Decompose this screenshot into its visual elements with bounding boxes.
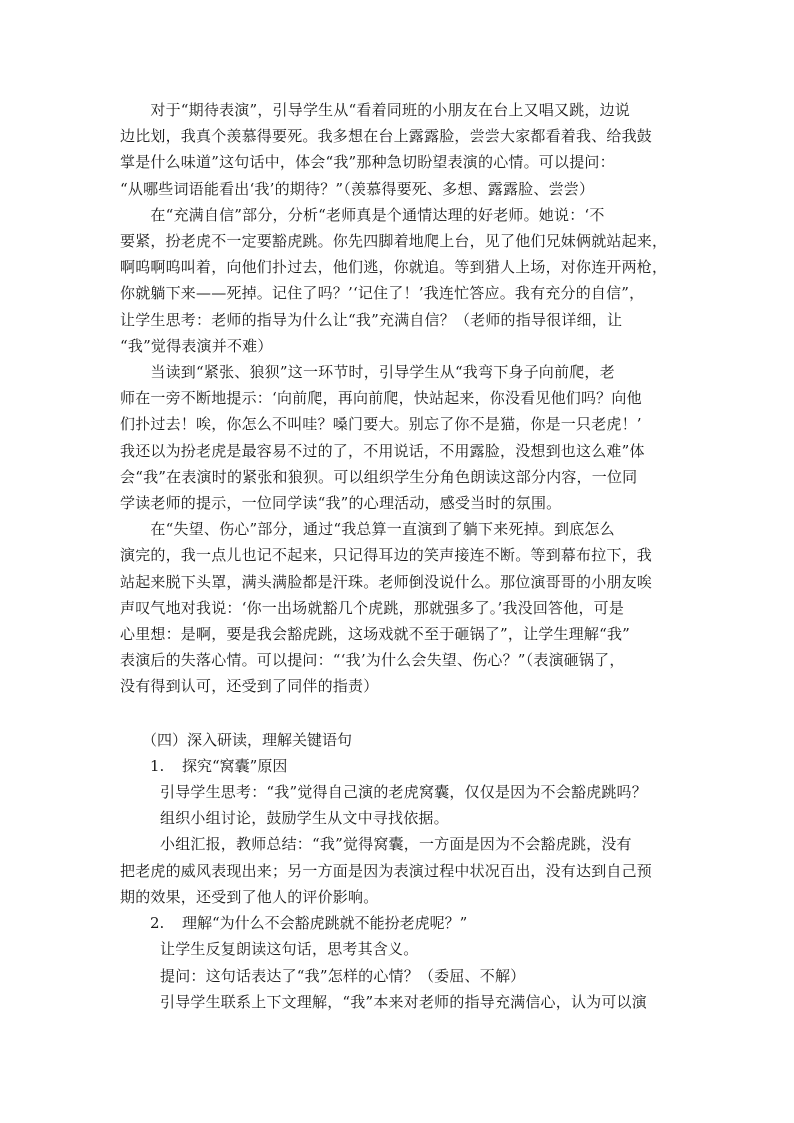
text-line: 啊呜啊呜叫着，向他们扑过去，他们逃，你就追。等到猎人上场，对你连开两枪， (120, 258, 668, 277)
text-line: 让学生思考：老师的指导为什么让“我”充满自信？（老师的指导很详细，让 (120, 310, 623, 329)
paragraph-nervous (120, 359, 680, 516)
paragraph-disappointed (120, 516, 680, 699)
text-line: 边比划，我真个羡慕得要死。我多想在台上露露脸，尝尝大家都看着我、给我鼓 (120, 127, 653, 146)
text-line: 对于“期待表演”，引导学生从“看着同班的小朋友在台上又唱又跳，边说 (120, 101, 631, 119)
text-line: 当读到“紧张、狼狈”这一环节时，引导学生从“我弯下身子向前爬，老 (120, 363, 615, 382)
document-page (120, 97, 680, 1015)
item-title: 理解“为什么不会豁虎跳就不能扮老虎呢？” (182, 914, 468, 933)
text-line: 在“失望、伤心”部分，通过“我总算一直演到了躺下来死掉。到底怎么 (120, 520, 615, 539)
text-line: 引导学生思考：“我”觉得自己演的老虎窝囊，仅仅是因为不会豁虎跳吗？ (160, 783, 647, 802)
text-line: 站起来脱下头罩，满头满脸都是汗珠。老师倒没说什么。那位演哥哥的小朋友唉 (120, 572, 653, 591)
item-summary-1 (120, 831, 680, 910)
item-body-2 (120, 936, 680, 1015)
text-line: 把老虎的威风表现出来；另一方面是因为表演过程中状况百出，没有达到自己预 (120, 861, 653, 880)
text-line: “从哪些词语能看出‘我’的期待？”（羡慕得要死、多想、露露脸、尝尝） (120, 179, 595, 198)
text-line: 组织小组讨论，鼓励学生从文中寻找依据。 (160, 809, 449, 828)
text-line: 掌是什么味道”这句话中，体会“我”那种急切盼望表演的心情。可以提问： (120, 153, 615, 172)
section-heading: （四）深入研读，理解关键语句 (142, 730, 353, 749)
text-line: 心里想：是啊，要是我会豁虎跳，这场戏就不至于砸锅了”，让学生理解“我” (120, 625, 631, 644)
text-line: 演完的，我一点儿也记不起来，只记得耳边的笑声接连不断。等到幕布拉下，我 (120, 546, 653, 565)
text-line: 学读老师的提示，一位同学读“我”的心理活动，感受当时的氛围。 (120, 494, 562, 513)
text-line: 要紧，扮老虎不一定要豁虎跳。你先四脚着地爬上台，见了他们兄妹俩就站起来， (120, 232, 668, 251)
item-number: 1. (150, 756, 165, 775)
text-line: 没有得到认可，还受到了同伴的指责） (120, 677, 379, 696)
text-line: 们扑过去！唉，你怎么不叫哇？嗓门要大。别忘了你不是猫，你是一只老虎！’ (120, 415, 642, 434)
text-line: 提问：这句话表达了“我”怎样的心情？（委屈、不解） (160, 966, 526, 985)
item-heading-1 (120, 753, 680, 779)
text-line: 在“充满自信”部分，分析“老师真是个通情达理的好老师。她说：‘不 (120, 205, 605, 224)
paragraph-confidence (120, 202, 680, 359)
text-line: 期的效果，还受到了他人的评价影响。 (120, 887, 379, 906)
item-title: 探究“窝囊”原因 (182, 756, 288, 775)
text-line: 让学生反复朗读这句话，思考其含义。 (160, 940, 419, 959)
text-line: 引导学生联系上下文理解，“我”本来对老师的指导充满信心，认为可以演 (160, 992, 647, 1011)
blank-line (120, 700, 680, 727)
text-line: 我还以为扮老虎是最容易不过的了，不用说话，不用露脸，没想到也这么难”体 (120, 441, 645, 460)
text-line: 小组汇报，教师总结：“我”觉得窝囊，一方面是因为不会豁虎跳，没有 (160, 835, 632, 854)
item-heading-2 (120, 910, 680, 936)
item-number: 2. (150, 914, 165, 933)
text-line: 师在一旁不断地提示：‘向前爬，再向前爬，快站起来，你没看见他们吗？向他 (120, 389, 642, 408)
text-line: 表演后的失落心情。可以提问：“‘我’为什么会失望、伤心？”（表演砸锅了， (120, 651, 625, 670)
paragraph-expect-performance (120, 97, 680, 202)
text-line: 声叹气地对我说：‘你一出场就豁几个虎跳，那就强多了。’我没回答他，可是 (120, 598, 625, 617)
text-line: 会“我”在表演时的紧张和狼狈。可以组织学生分角色朗读这部分内容，一位同 (120, 467, 638, 486)
text-line: 你就躺下来——死掉。记住了吗？’‘记住了！’我连忙答应。我有充分的自信”， (120, 284, 645, 303)
text-line: “我”觉得表演并不难） (120, 336, 273, 355)
item-body-1 (120, 779, 680, 831)
